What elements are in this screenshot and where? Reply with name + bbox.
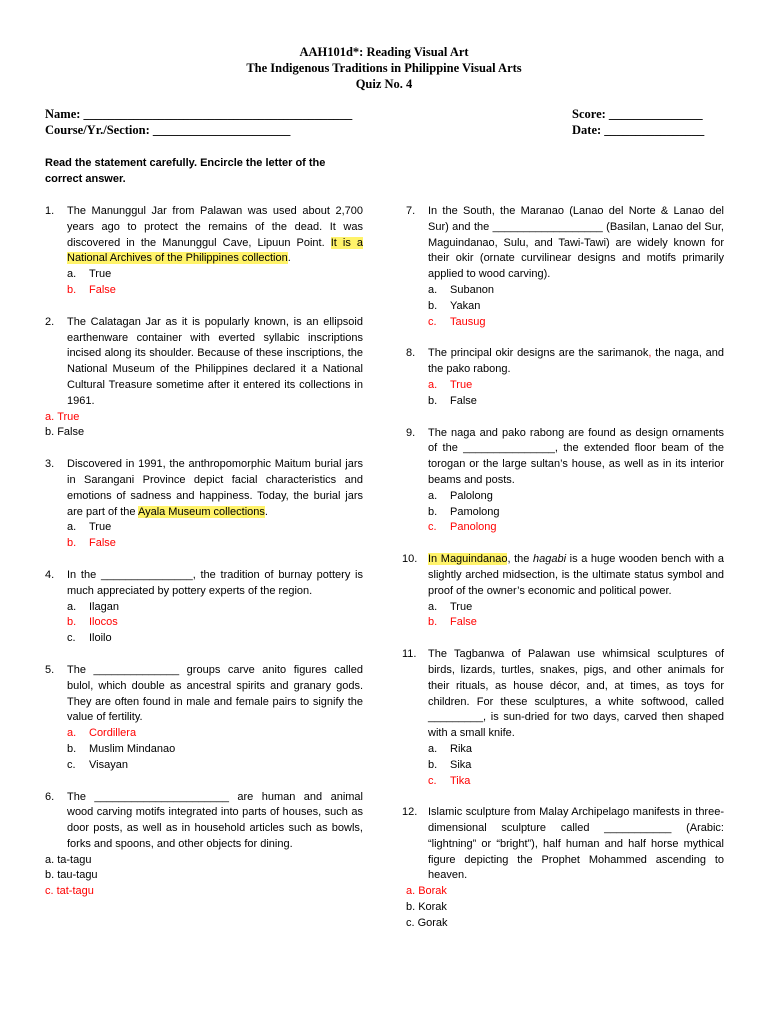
option-letter: c. xyxy=(428,774,437,787)
highlighted-text: Ayala Museum collections xyxy=(137,505,265,518)
text-segment: . xyxy=(264,505,268,518)
option-text: Subanon xyxy=(450,283,495,296)
option-text: Panolong xyxy=(450,521,497,534)
option-letter: b. xyxy=(428,758,438,771)
question-number: 1. xyxy=(45,205,55,217)
option-letter: b. xyxy=(45,426,55,439)
option-letter: a. xyxy=(428,378,438,391)
answer-options xyxy=(428,742,724,789)
option-a[interactable] xyxy=(428,283,724,299)
question-10 xyxy=(402,552,724,631)
option-a[interactable] xyxy=(428,600,724,616)
option-text: Rika xyxy=(450,742,473,755)
option-b[interactable] xyxy=(67,283,363,299)
text-segment: . xyxy=(287,252,291,265)
course-title: AAH101d*: Reading Visual Art xyxy=(299,45,469,59)
option-letter: b. xyxy=(67,537,77,550)
option-b[interactable] xyxy=(428,758,724,774)
text-segment: , xyxy=(648,347,652,360)
answer-options xyxy=(67,520,363,552)
score-field[interactable]: Score: _______________ xyxy=(572,107,703,121)
option-b[interactable] xyxy=(45,868,363,884)
option-c[interactable] xyxy=(428,520,724,536)
option-c[interactable] xyxy=(428,315,724,331)
option-letter: a. xyxy=(45,410,55,423)
option-text: Ilagan xyxy=(89,600,119,613)
option-text: tau-tagu xyxy=(57,869,98,882)
option-text: Korak xyxy=(418,901,447,914)
text-segment: The principal okir designs are the sarimanok xyxy=(428,347,649,360)
text-segment: The ______________ groups carve anito figures called bulol, which double as ancestral spirits and granary gods. They are often found in male and female pairs to signify the value of fertility. xyxy=(67,663,363,724)
option-text: Borak xyxy=(418,885,447,898)
option-text: True xyxy=(57,410,80,423)
option-letter: c. xyxy=(67,758,76,771)
instructions: Read the statement carefully. Encircle the letter of the correct answer. xyxy=(45,157,326,185)
name-field[interactable]: Name: ___________________________________________ xyxy=(45,107,353,121)
question-1 xyxy=(45,204,363,299)
question-number: 8. xyxy=(406,347,416,360)
option-b[interactable] xyxy=(428,299,724,315)
option-a[interactable] xyxy=(45,410,363,426)
question-text xyxy=(67,663,363,726)
quiz-number: Quiz No. 4 xyxy=(355,77,413,91)
question-number: 9. xyxy=(406,426,416,439)
option-letter: b. xyxy=(428,299,438,312)
question-text xyxy=(428,204,724,283)
option-text: Cordillera xyxy=(89,727,137,740)
option-letter: b. xyxy=(428,505,438,518)
option-c[interactable] xyxy=(45,884,363,900)
option-c[interactable] xyxy=(67,631,363,647)
option-c[interactable] xyxy=(67,758,363,774)
option-letter: a. xyxy=(428,283,438,296)
answer-options xyxy=(45,853,363,900)
question-text xyxy=(428,426,724,489)
option-letter: c. xyxy=(428,315,437,328)
option-letter: a. xyxy=(67,727,77,740)
text-segment: is a huge wooden bench with a slightly arched midsection, is the ultimate status symbol and proof of the owner’s economic and political power. xyxy=(428,553,724,597)
option-text: True xyxy=(89,268,112,281)
option-text: True xyxy=(450,378,473,391)
question-6 xyxy=(45,790,363,901)
date-field[interactable]: Date: ________________ xyxy=(572,123,705,137)
option-b[interactable] xyxy=(67,742,363,758)
question-number: 10. xyxy=(402,553,418,566)
option-b[interactable] xyxy=(45,425,363,441)
question-text xyxy=(428,805,724,884)
option-letter: b. xyxy=(67,616,77,629)
option-a[interactable] xyxy=(67,600,363,616)
question-text xyxy=(67,568,363,600)
question-9 xyxy=(406,426,724,537)
option-letter: a. xyxy=(67,521,77,534)
option-a[interactable] xyxy=(428,489,724,505)
text-segment: Discovered in 1991, the anthropomorphic Maitum burial jars in Sarangani Province depict facial characteristics and emotions of sadness and happiness. Today, the burial jars are part of the xyxy=(67,458,363,518)
question-number: 6. xyxy=(45,790,55,803)
option-text: ta-tagu xyxy=(57,853,92,866)
question-4 xyxy=(45,568,363,647)
option-letter: b. xyxy=(428,394,438,407)
option-text: Yakan xyxy=(450,299,481,312)
question-number: 5. xyxy=(45,663,55,676)
option-b[interactable] xyxy=(67,615,363,631)
question-text xyxy=(428,552,724,599)
option-a[interactable] xyxy=(45,853,363,869)
option-a[interactable] xyxy=(67,520,363,536)
question-number: 12. xyxy=(402,806,418,819)
answer-options xyxy=(67,267,363,299)
question-text xyxy=(67,315,363,410)
option-letter: b. xyxy=(406,901,416,914)
option-text: Visayan xyxy=(89,758,128,771)
question-text xyxy=(428,346,724,378)
option-c[interactable] xyxy=(428,774,724,790)
question-text xyxy=(67,457,363,520)
option-letter: a. xyxy=(67,268,77,281)
option-letter: b. xyxy=(45,869,55,882)
text-segment: The Calatagan Jar as it is popularly known, is an ellipsoid earthenware container with everted syllabic inscriptions incised along its shoulder. Because of these inscriptions, the National Museum of the Philippines declared it a National Cultural Treasure sometime after it entered its collections in 1961. xyxy=(67,315,363,407)
option-text: Muslim Mindanao xyxy=(89,742,176,755)
question-12 xyxy=(402,805,724,931)
option-letter: b. xyxy=(67,742,77,755)
question-8 xyxy=(406,346,724,409)
answer-options xyxy=(428,489,724,536)
option-b[interactable] xyxy=(428,615,724,631)
option-letter: a. xyxy=(428,489,438,502)
option-letter: c. xyxy=(67,632,76,645)
question-number: 4. xyxy=(45,568,55,581)
option-b[interactable] xyxy=(67,536,363,552)
option-text: Ilocos xyxy=(89,616,118,629)
option-letter: c. xyxy=(406,916,415,929)
option-letter: a. xyxy=(406,885,416,898)
option-a[interactable] xyxy=(428,742,724,758)
question-number: 2. xyxy=(45,315,55,328)
option-b[interactable] xyxy=(428,394,724,410)
option-text: tat-tagu xyxy=(56,885,94,898)
option-text: Tausug xyxy=(450,315,486,328)
option-letter: c. xyxy=(428,521,437,534)
option-a[interactable] xyxy=(428,378,724,394)
option-text: Tika xyxy=(450,774,471,787)
text-segment: In the South, the Maranao (Lanao del Norte & Lanao del Sur) and the __________________ (Basilan, Lanao del Sur, Maguindanao, Sulu, and Tawi-Tawi) are widely known for their okir (ornate curvilinear designs and motifs primarily applied to wood carving). xyxy=(428,205,724,281)
question-number: 11. xyxy=(402,648,417,661)
course-section-field[interactable]: Course/Yr./Section: ______________________ xyxy=(45,123,291,137)
option-text: Palolong xyxy=(450,489,493,502)
option-b[interactable] xyxy=(428,505,724,521)
option-a[interactable] xyxy=(406,884,724,900)
option-letter: b. xyxy=(67,283,77,296)
left-column xyxy=(45,204,363,900)
question-number: 3. xyxy=(45,458,55,471)
text-segment: The ______________________ are human and animal wood carving motifs integrated into parts of houses, such as door posts, as well as in household articles such as bowls, forks and spoons, and other objects for dining. xyxy=(67,790,363,850)
question-7 xyxy=(406,204,724,330)
answer-options xyxy=(428,378,724,410)
question-text xyxy=(428,647,724,742)
question-text xyxy=(67,790,363,853)
question-text xyxy=(67,204,363,267)
right-column xyxy=(402,204,725,932)
option-text: Sika xyxy=(450,758,472,771)
text-segment: , the xyxy=(507,553,534,566)
question-number: 7. xyxy=(406,205,416,217)
option-letter: a. xyxy=(67,600,77,613)
answer-options xyxy=(406,884,724,931)
option-text: False xyxy=(57,426,85,439)
option-letter: b. xyxy=(428,616,438,629)
text-segment: the naga, and the pako rabong. xyxy=(428,347,725,376)
question-2 xyxy=(45,315,363,441)
text-segment: The naga and pako rabong are found as design ornaments of the _______________, the extended floor beam of the torogan or the large sultan’s house, as well as in its interior beams and posts. xyxy=(428,426,724,486)
question-5 xyxy=(45,663,363,774)
text-segment: In the _______________, the tradition of burnay pottery is much appreciated by pottery experts of the region. xyxy=(67,568,363,597)
option-text: True xyxy=(450,600,473,613)
answer-options xyxy=(45,410,363,442)
option-text: True xyxy=(89,521,112,534)
option-c[interactable] xyxy=(406,916,724,932)
option-letter: a. xyxy=(428,742,438,755)
answer-options xyxy=(428,283,724,330)
option-letter: a. xyxy=(428,600,438,613)
text-segment: The Manunggul Jar from Palawan was used about 2,700 years ago to protect the remains of the dead. It was discovered in the Manunggul Cave, Lipuun Point. xyxy=(67,205,363,249)
option-text: False xyxy=(450,616,477,629)
option-a[interactable] xyxy=(67,267,363,283)
question-3 xyxy=(45,457,363,552)
answer-options xyxy=(428,600,724,632)
option-text: False xyxy=(89,283,116,296)
quiz-subtitle: The Indigenous Traditions in Philippine Visual Arts xyxy=(246,61,522,75)
question-11 xyxy=(402,647,724,789)
option-a[interactable] xyxy=(67,726,363,742)
highlighted-text: In Maguindanao xyxy=(428,553,508,566)
option-text: Iloilo xyxy=(89,632,112,645)
highlighted-text: It is a National Archives of the Philippines collection xyxy=(67,236,363,265)
text-segment: hagabi xyxy=(533,553,567,566)
text-segment: Islamic sculpture from Malay Archipelago manifests in three-dimensional sculpture called ___________ (Arabic: “lightning” or “bright”), half human and half horse mythical figure depicting the Prophet Mohammed ascending to heaven. xyxy=(428,806,724,882)
option-letter: a. xyxy=(45,853,55,866)
answer-options xyxy=(67,600,363,647)
answer-options xyxy=(67,726,363,773)
option-letter: c. xyxy=(45,885,54,898)
option-text: False xyxy=(89,537,116,550)
option-text: Gorak xyxy=(417,916,448,929)
text-segment: The Tagbanwa of Palawan use whimsical sculptures of birds, lizards, turtles, snakes, pigs, and other animals for their rituals, as house décor, and, at times, as toys for children. For these sculptures, a white softwood, called _________, is sun-dried for two days, carved then shaped with a small knife. xyxy=(428,648,724,740)
option-text: False xyxy=(450,394,477,407)
option-b[interactable] xyxy=(406,900,724,916)
option-text: Pamolong xyxy=(450,505,500,518)
